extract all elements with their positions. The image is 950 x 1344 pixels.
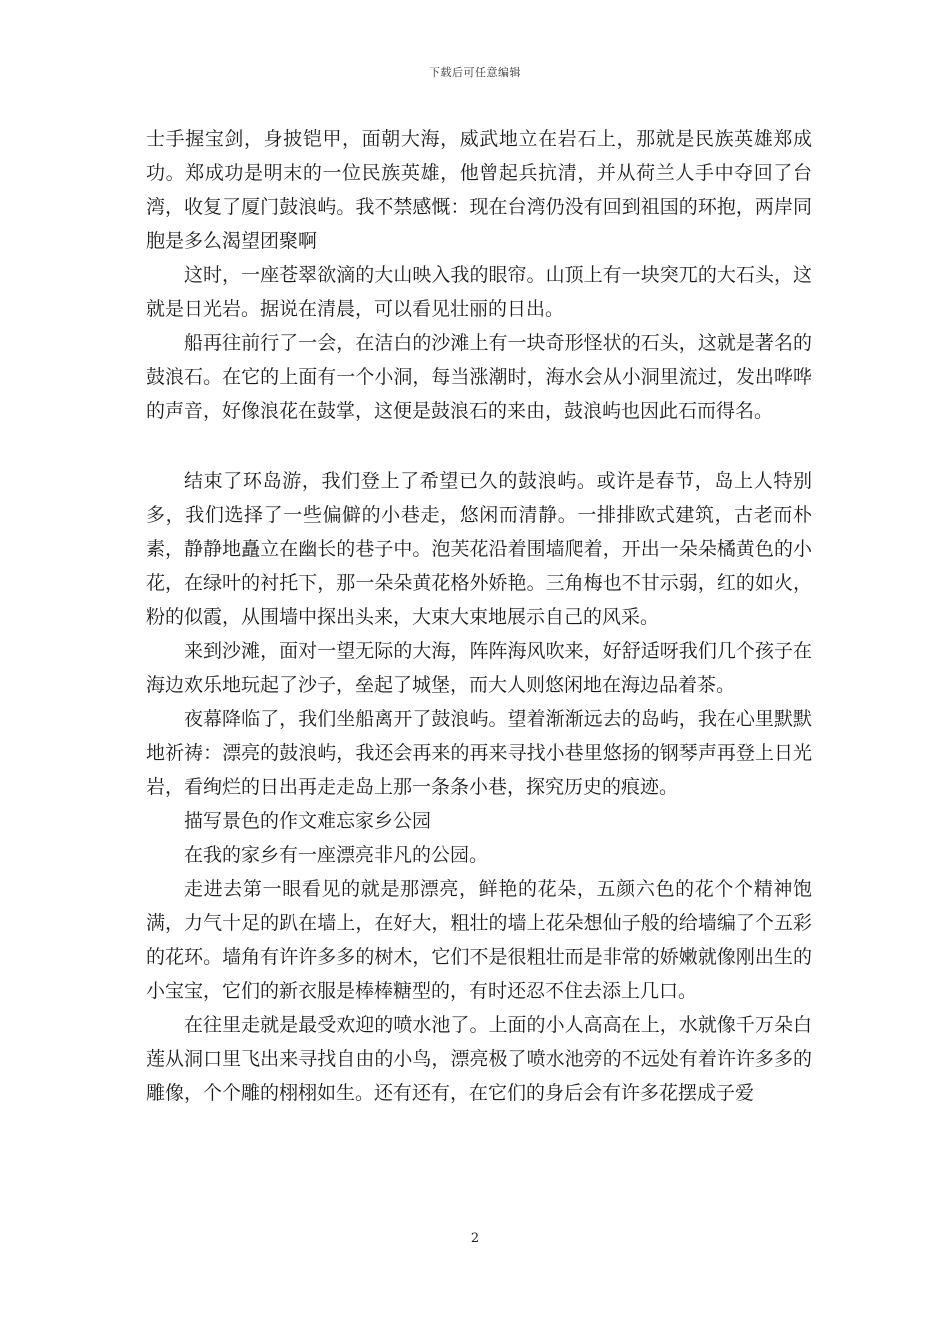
document-body [146,122,812,1110]
paragraph: 走进去第一眼看见的就是那漂亮，鲜艳的花朵，五颜六色的花个个精神饱满，力气十足的趴在墙上，在好大，粗壮的墙上花朵想仙子般的给墙编了个五彩的花环。墙角有许许多多的树木，它们不是很粗壮而是非常的娇嫩就像刚出生的小宝宝，它们的新衣服是棒棒糖型的，有时还忍不住去添上几口。 [146,878,812,1002]
page-number: 2 [470,1231,480,1246]
paragraph: 来到沙滩，面对一望无际的大海，阵阵海风吹来，好舒适呀我们几个孩子在海边欢乐地玩起了沙子，垒起了城堡，而大人则悠闲地在海边品着茶。 [146,640,812,696]
paragraph: 在往里走就是最受欢迎的喷水池了。上面的小人高高在上，水就像千万朵白莲从洞口里飞出来寻找自由的小鸟，漂亮极了喷水池旁的不远处有着许许多多的雕像，个个雕的栩栩如生。还有还有，在它们的身后会有许多花摆成子爱 [146,1014,812,1104]
section-title: 描写景色的作文难忘家乡公园 [184,810,432,832]
page-header: 下载后可任意编辑 [429,66,521,79]
paragraph: 夜幕降临了，我们坐船离开了鼓浪屿。望着渐渐远去的岛屿，我在心里默默地祈祷：漂亮的鼓浪屿，我还会再来的再来寻找小巷里悠扬的钢琴声再登上日光岩，看绚烂的日出再走走岛上那一条条小巷，探究历史的痕迹。 [146,708,812,798]
paragraph-spacer [146,428,812,464]
paragraph: 在我的家乡有一座漂亮非凡的公园。 [184,844,489,866]
paragraph: 士手握宝剑，身披铠甲，面朝大海，威武地立在岩石上，那就是民族英雄郑成功。郑成功是明末的一位民族英雄，他曾起兵抗清，并从荷兰人手中夺回了台湾，收复了厦门鼓浪屿。我不禁感慨：现在台湾仍没有回到祖国的环抱，两岸同胞是多么渴望团聚啊 [146,128,812,252]
paragraph: 船再往前行了一会，在洁白的沙滩上有一块奇形怪状的石头，这就是著名的鼓浪石。在它的上面有一个小洞，每当涨潮时，海水会从小洞里流过，发出哗哗的声音，好像浪花在鼓掌，这便是鼓浪石的来由，鼓浪屿也因此石而得名。 [146,332,812,422]
paragraph: 这时，一座苍翠欲滴的大山映入我的眼帘。山顶上有一块突兀的大石头，这就是日光岩。据说在清晨，可以看见壮丽的日出。 [146,264,812,320]
paragraph: 结束了环岛游，我们登上了希望已久的鼓浪屿。或许是春节，岛上人特别多，我们选择了一些偏僻的小巷走，悠闲而清静。一排排欧式建筑，古老而朴素，静静地矗立在幽长的巷子中。泡芙花沿着围墙爬着，开出一朵朵橘黄色的小花，在绿叶的衬托下，那一朵朵黄花格外娇艳。三角梅也不甘示弱，红的如火，粉的似霞，从围墙中探出头来，大束大束地展示自己的风采。 [146,470,812,628]
